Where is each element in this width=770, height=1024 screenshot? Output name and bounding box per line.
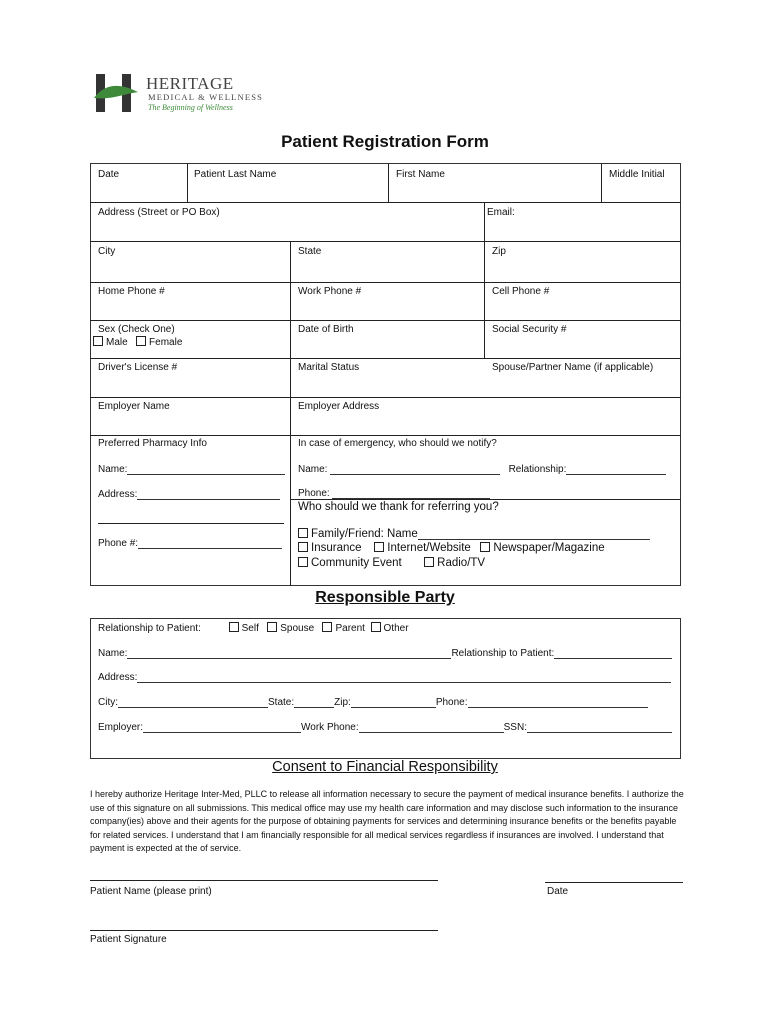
work-phone-label: Work Phone # <box>298 286 362 297</box>
heritage-logo-icon <box>92 72 142 114</box>
referral-family: Family/Friend: Name <box>298 528 650 540</box>
other-checkbox[interactable] <box>371 622 381 632</box>
consent-text: I hereby authorize Heritage Inter-Med, PLLC to release all information necessary to secure the payment of medical insurance benefits. I authorize the use of this signature on all submissions. This medical office may use my health care information and may disclose such information to the insurance company(ies) above and their agents for the purpose of obtaining payments for services and determining insurance benefits or the benefits payable for related services. I understand that I am financially responsible for all medical services regardless if insurances are involved. I understand that payment is expected at the of service. <box>90 789 684 853</box>
employer-name-label: Employer Name <box>98 401 170 412</box>
internet-checkbox[interactable] <box>374 542 384 552</box>
emergency-name-field[interactable]: Name: Relationship: <box>298 464 666 475</box>
emergency-label: In case of emergency, who should we notify? <box>298 438 497 449</box>
patient-name-label: Patient Name (please print) <box>90 886 212 897</box>
address-label: Address (Street or PO Box) <box>98 207 220 218</box>
female-label: Female <box>149 337 183 348</box>
marital-status-label: Marital Status <box>298 362 360 373</box>
responsible-party-box <box>90 618 681 759</box>
pharmacy-address-line2[interactable] <box>98 523 284 524</box>
rp-employer-row[interactable]: Employer: Work Phone: SSN: <box>98 722 672 733</box>
cell-phone-label: Cell Phone # <box>492 286 550 297</box>
signature-label: Patient Signature <box>90 934 167 945</box>
city-label: City <box>98 246 116 257</box>
responsible-party-title: Responsible Party <box>315 589 455 606</box>
middle-initial-label: Middle Initial <box>609 169 665 180</box>
drivers-license-label: Driver's License # <box>98 362 178 373</box>
logo-name: HERITAGE <box>146 74 234 93</box>
sex-options <box>93 336 182 348</box>
logo-sub: MEDICAL & WELLNESS <box>148 92 264 102</box>
date-line[interactable] <box>545 882 683 883</box>
rp-name-row[interactable]: Name: Relationship to Patient: <box>98 648 672 659</box>
last-name-label: Patient Last Name <box>194 169 277 180</box>
pharmacy-phone-field[interactable]: Phone #: <box>98 538 282 549</box>
parent-checkbox[interactable] <box>322 622 332 632</box>
rp-address-row[interactable]: Address: <box>98 672 671 683</box>
page-title: Patient Registration Form <box>281 132 489 151</box>
spouse-checkbox[interactable] <box>267 622 277 632</box>
ssn-label: Social Security # <box>492 324 567 335</box>
sex-label: Sex (Check One) <box>98 324 175 335</box>
zip-label: Zip <box>492 246 506 257</box>
newspaper-checkbox[interactable] <box>480 542 490 552</box>
male-label: Male <box>106 337 128 348</box>
date-label: Date <box>98 169 120 180</box>
family-checkbox[interactable] <box>298 528 308 538</box>
logo <box>92 72 292 116</box>
community-checkbox[interactable] <box>298 557 308 567</box>
referral-row3: Community Event Radio/TV <box>298 557 485 569</box>
consent-title: Consent to Financial Responsibility <box>272 759 498 775</box>
state-label: State <box>298 246 322 257</box>
self-checkbox[interactable] <box>229 622 239 632</box>
patient-name-line[interactable] <box>90 880 438 881</box>
email-label: Email: <box>487 207 515 218</box>
rp-relationship-row: Relationship to Patient: Self Spouse Parent Other <box>98 623 409 634</box>
pharmacy-label: Preferred Pharmacy Info <box>98 438 207 449</box>
pharmacy-address-field[interactable]: Address: <box>98 489 280 500</box>
date-signature-label: Date <box>547 886 569 897</box>
spouse-label: Spouse/Partner Name (if applicable) <box>492 362 654 373</box>
home-phone-label: Home Phone # <box>98 286 165 297</box>
insurance-checkbox[interactable] <box>298 542 308 552</box>
referral-question: Who should we thank for referring you? <box>298 501 499 513</box>
emergency-phone-field[interactable]: Phone: <box>298 488 490 499</box>
female-checkbox[interactable] <box>136 336 146 346</box>
referral-row2: Insurance Internet/Website Newspaper/Magazine <box>298 542 605 554</box>
first-name-label: First Name <box>396 169 445 180</box>
rp-city-row[interactable]: City: State: Zip: Phone: <box>98 697 648 708</box>
male-checkbox[interactable] <box>93 336 103 346</box>
signature-line[interactable] <box>90 930 438 931</box>
radio-tv-checkbox[interactable] <box>424 557 434 567</box>
employer-address-label: Employer Address <box>298 401 380 412</box>
dob-label: Date of Birth <box>298 324 354 335</box>
logo-tagline: The Beginning of Wellness <box>148 103 233 112</box>
pharmacy-name-field[interactable]: Name: <box>98 464 285 475</box>
